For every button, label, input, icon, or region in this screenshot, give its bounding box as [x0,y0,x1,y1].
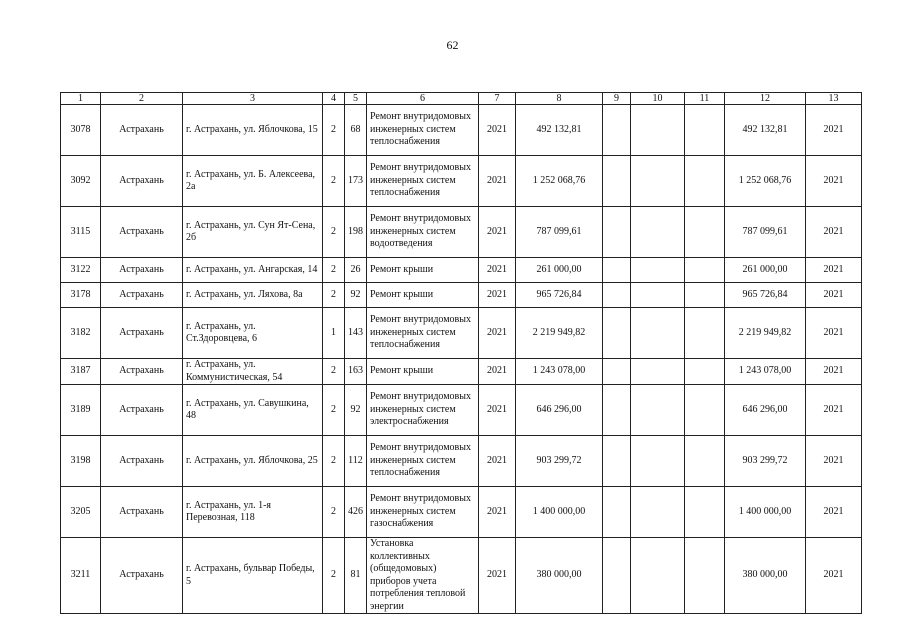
cell-municipality: Астрахань [101,207,183,258]
cell-address: г. Астрахань, ул. Ст.Здоровцева, 6 [183,308,323,359]
cell-col-4: 2 [323,105,345,156]
cell-col-10 [631,308,685,359]
cell-year: 2021 [479,487,516,538]
table-row [61,207,862,258]
cell-end-year: 2021 [806,207,862,258]
cell-col-9 [603,258,631,283]
column-header: 2 [101,93,183,105]
table-row [61,385,862,436]
cell-end-year: 2021 [806,156,862,207]
cell-year: 2021 [479,156,516,207]
cell-amount: 492 132,81 [516,105,603,156]
cell-address: г. Астрахань, ул. Савушкина, 48 [183,385,323,436]
cell-col-4: 2 [323,359,345,385]
cell-col-11 [685,283,725,308]
column-header: 13 [806,93,862,105]
cell-amount: 1 243 078,00 [516,359,603,385]
table-row [61,258,862,283]
cell-col-4: 2 [323,283,345,308]
cell-col-9 [603,359,631,385]
column-header: 10 [631,93,685,105]
cell-col-4: 2 [323,487,345,538]
cell-object-id: 3178 [61,283,101,308]
work-register-table [60,92,862,614]
cell-address: г. Астрахань, ул. Яблочкова, 25 [183,436,323,487]
table-row [61,487,862,538]
cell-year: 2021 [479,283,516,308]
cell-year: 2021 [479,308,516,359]
table-row [61,105,862,156]
cell-work-type: Ремонт внутридомовых инженерных систем электроснабжения [367,385,479,436]
cell-col-11 [685,308,725,359]
cell-work-type: Ремонт крыши [367,359,479,385]
cell-col-4: 2 [323,538,345,614]
cell-municipality: Астрахань [101,156,183,207]
cell-col-10 [631,283,685,308]
column-header: 12 [725,93,806,105]
column-header: 11 [685,93,725,105]
cell-work-type: Ремонт крыши [367,283,479,308]
cell-col-10 [631,359,685,385]
cell-municipality: Астрахань [101,258,183,283]
cell-object-id: 3092 [61,156,101,207]
cell-address: г. Астрахань, ул. Сун Ят-Сена, 2б [183,207,323,258]
cell-total: 261 000,00 [725,258,806,283]
cell-municipality: Астрахань [101,385,183,436]
cell-col-4: 2 [323,156,345,207]
cell-municipality: Астрахань [101,436,183,487]
column-header: 6 [367,93,479,105]
column-header: 5 [345,93,367,105]
cell-col-5: 198 [345,207,367,258]
cell-address: г. Астрахань, ул. Яблочкова, 15 [183,105,323,156]
cell-municipality: Астрахань [101,105,183,156]
cell-amount: 787 099,61 [516,207,603,258]
column-header: 1 [61,93,101,105]
cell-object-id: 3182 [61,308,101,359]
cell-col-11 [685,385,725,436]
cell-col-10 [631,538,685,614]
cell-amount: 1 400 000,00 [516,487,603,538]
cell-col-9 [603,385,631,436]
cell-col-5: 26 [345,258,367,283]
cell-object-id: 3187 [61,359,101,385]
table-row [61,156,862,207]
cell-object-id: 3198 [61,436,101,487]
cell-year: 2021 [479,207,516,258]
table-row [61,436,862,487]
cell-object-id: 3078 [61,105,101,156]
cell-municipality: Астрахань [101,359,183,385]
column-header: 7 [479,93,516,105]
cell-col-11 [685,156,725,207]
column-header: 3 [183,93,323,105]
cell-work-type: Ремонт внутридомовых инженерных систем теплоснабжения [367,308,479,359]
cell-col-9 [603,538,631,614]
cell-end-year: 2021 [806,436,862,487]
cell-amount: 261 000,00 [516,258,603,283]
cell-total: 1 243 078,00 [725,359,806,385]
cell-municipality: Астрахань [101,308,183,359]
cell-end-year: 2021 [806,359,862,385]
cell-amount: 380 000,00 [516,538,603,614]
cell-end-year: 2021 [806,258,862,283]
cell-object-id: 3211 [61,538,101,614]
cell-work-type: Ремонт внутридомовых инженерных систем водоотведения [367,207,479,258]
cell-col-9 [603,308,631,359]
cell-col-5: 143 [345,308,367,359]
cell-object-id: 3189 [61,385,101,436]
cell-col-9 [603,436,631,487]
cell-total: 380 000,00 [725,538,806,614]
cell-col-5: 92 [345,283,367,308]
cell-year: 2021 [479,436,516,487]
table-row [61,283,862,308]
cell-col-11 [685,436,725,487]
cell-col-9 [603,105,631,156]
cell-work-type: Установка коллективных (общедомовых) приборов учета потребления тепловой энергии [367,538,479,614]
cell-amount: 903 299,72 [516,436,603,487]
cell-col-4: 2 [323,436,345,487]
cell-col-11 [685,538,725,614]
cell-total: 965 726,84 [725,283,806,308]
cell-col-5: 173 [345,156,367,207]
cell-work-type: Ремонт внутридомовых инженерных систем теплоснабжения [367,156,479,207]
cell-address: г. Астрахань, ул. Б. Алексеева, 2а [183,156,323,207]
cell-year: 2021 [479,359,516,385]
cell-municipality: Астрахань [101,538,183,614]
cell-address: г. Астрахань, ул. Коммунистическая, 54 [183,359,323,385]
table-row [61,308,862,359]
cell-col-5: 68 [345,105,367,156]
cell-col-10 [631,105,685,156]
cell-year: 2021 [479,258,516,283]
cell-col-5: 426 [345,487,367,538]
cell-col-11 [685,207,725,258]
cell-col-11 [685,359,725,385]
cell-col-4: 2 [323,207,345,258]
cell-amount: 2 219 949,82 [516,308,603,359]
cell-total: 903 299,72 [725,436,806,487]
cell-work-type: Ремонт внутридомовых инженерных систем газоснабжения [367,487,479,538]
cell-year: 2021 [479,538,516,614]
column-header: 4 [323,93,345,105]
cell-work-type: Ремонт внутридомовых инженерных систем теплоснабжения [367,436,479,487]
cell-amount: 965 726,84 [516,283,603,308]
cell-end-year: 2021 [806,105,862,156]
cell-work-type: Ремонт внутридомовых инженерных систем теплоснабжения [367,105,479,156]
cell-total: 492 132,81 [725,105,806,156]
cell-address: г. Астрахань, ул. 1-я Перевозная, 118 [183,487,323,538]
cell-work-type: Ремонт крыши [367,258,479,283]
cell-total: 787 099,61 [725,207,806,258]
cell-col-11 [685,487,725,538]
cell-col-5: 81 [345,538,367,614]
cell-end-year: 2021 [806,308,862,359]
cell-col-10 [631,385,685,436]
cell-col-11 [685,105,725,156]
cell-amount: 646 296,00 [516,385,603,436]
cell-year: 2021 [479,105,516,156]
table-row [61,359,862,385]
cell-object-id: 3115 [61,207,101,258]
cell-col-4: 1 [323,308,345,359]
cell-col-4: 2 [323,385,345,436]
cell-col-4: 2 [323,258,345,283]
cell-address: г. Астрахань, ул. Ангарская, 14 [183,258,323,283]
cell-col-10 [631,156,685,207]
cell-col-10 [631,487,685,538]
cell-total: 2 219 949,82 [725,308,806,359]
cell-object-id: 3205 [61,487,101,538]
cell-total: 1 252 068,76 [725,156,806,207]
cell-total: 646 296,00 [725,385,806,436]
cell-end-year: 2021 [806,487,862,538]
cell-col-9 [603,487,631,538]
cell-col-9 [603,207,631,258]
cell-year: 2021 [479,385,516,436]
cell-col-10 [631,436,685,487]
column-header: 9 [603,93,631,105]
cell-col-5: 92 [345,385,367,436]
table-header-row [61,93,862,105]
cell-end-year: 2021 [806,385,862,436]
cell-object-id: 3122 [61,258,101,283]
cell-amount: 1 252 068,76 [516,156,603,207]
cell-address: г. Астрахань, ул. Ляхова, 8а [183,283,323,308]
cell-total: 1 400 000,00 [725,487,806,538]
cell-col-5: 163 [345,359,367,385]
cell-col-10 [631,258,685,283]
page-number: 62 [446,38,459,52]
cell-end-year: 2021 [806,538,862,614]
cell-col-9 [603,283,631,308]
table-row [61,538,862,614]
cell-address: г. Астрахань, бульвар Победы, 5 [183,538,323,614]
cell-end-year: 2021 [806,283,862,308]
cell-col-5: 112 [345,436,367,487]
cell-municipality: Астрахань [101,487,183,538]
cell-municipality: Астрахань [101,283,183,308]
cell-col-9 [603,156,631,207]
column-header: 8 [516,93,603,105]
cell-col-11 [685,258,725,283]
cell-col-10 [631,207,685,258]
